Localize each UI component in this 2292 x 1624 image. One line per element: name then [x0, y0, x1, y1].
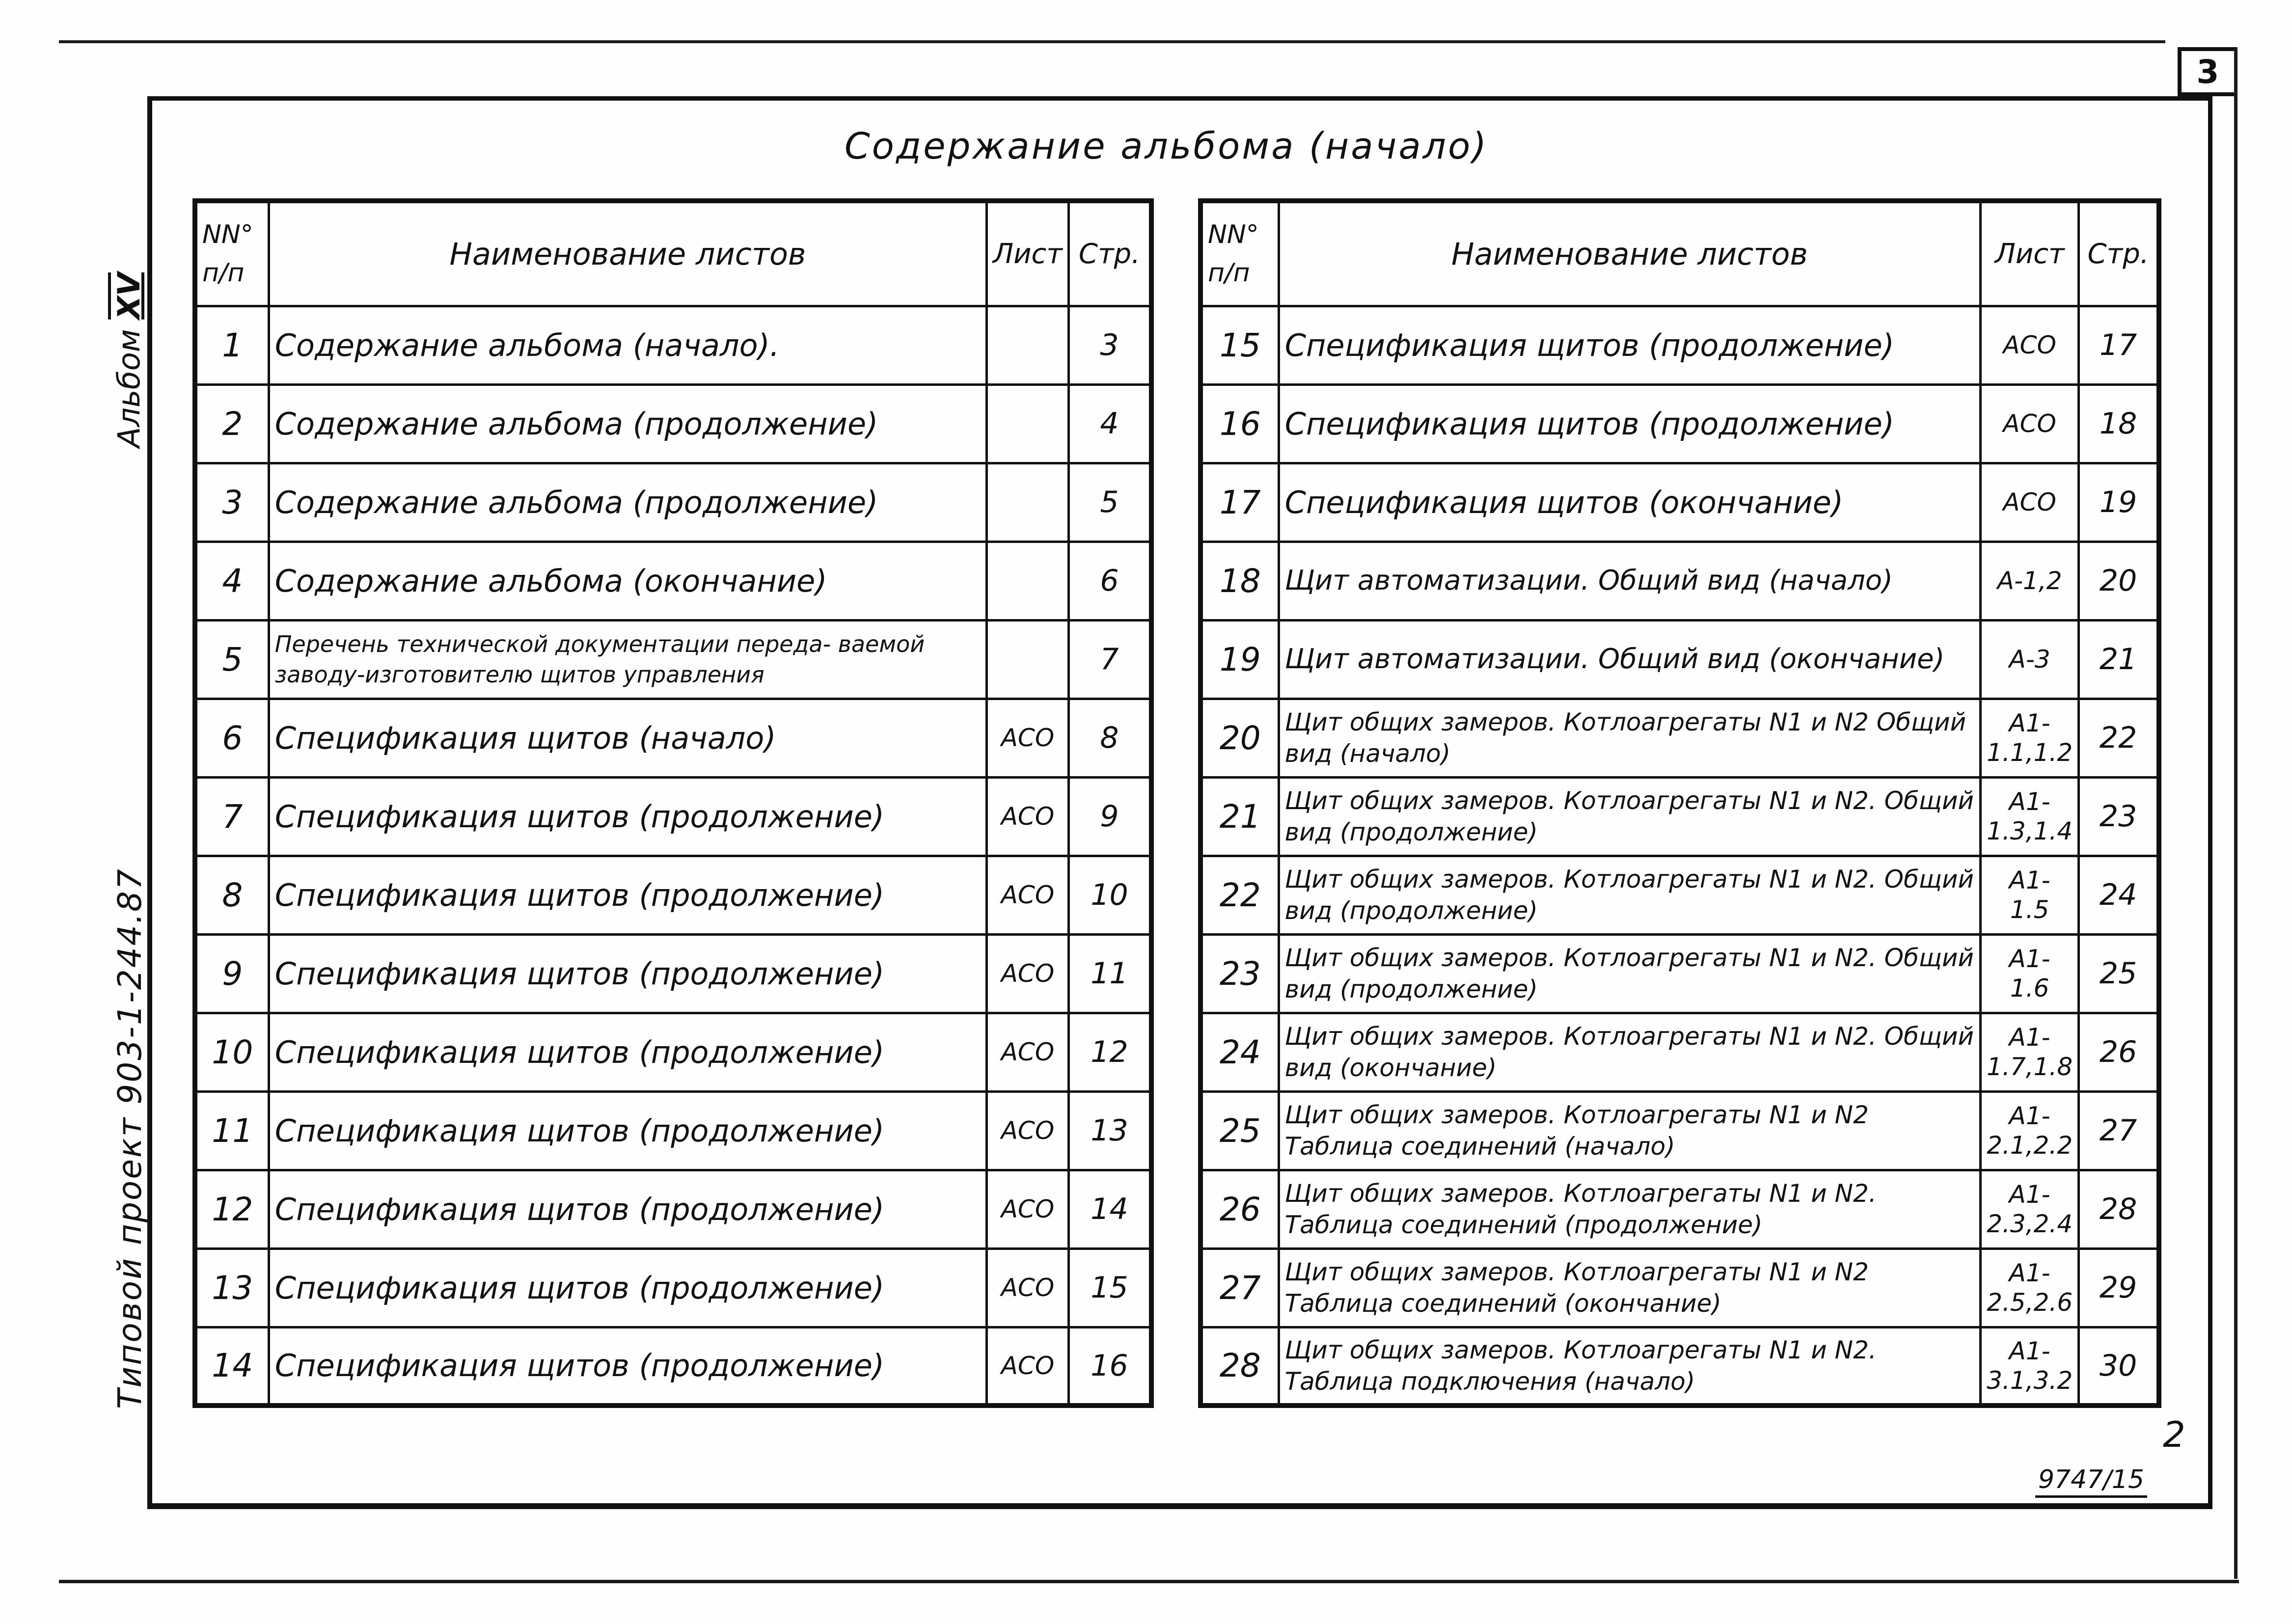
row-name: Щит общих замеров. Котлоагрегаты N1 и N2 Таблица соединений (начало)	[1279, 1091, 1981, 1170]
row-page: 26	[2079, 1013, 2159, 1091]
row-page: 28	[2079, 1170, 2159, 1248]
table-row	[1201, 620, 2159, 699]
row-sheet: АСО	[987, 1248, 1069, 1327]
row-name: Спецификация щитов (продолжение)	[269, 1327, 986, 1406]
row-name: Спецификация щитов (продолжение)	[269, 1248, 986, 1327]
row-page: 9	[1068, 777, 1151, 856]
row-page: 14	[1068, 1170, 1151, 1248]
contents-table-left	[192, 198, 1154, 1408]
row-page: 24	[2079, 856, 2159, 934]
sheet-number-box	[2178, 47, 2234, 96]
row-page: 29	[2079, 1248, 2159, 1327]
row-name: Спецификация щитов (продолжение)	[269, 777, 986, 856]
row-number: 12	[195, 1170, 269, 1248]
row-sheet: АСО	[1981, 384, 2079, 463]
row-page: 8	[1068, 699, 1151, 777]
table-row	[195, 1091, 1151, 1170]
row-sheet: АСО	[987, 699, 1069, 777]
row-number: 9	[195, 934, 269, 1013]
row-sheet: АСО	[987, 1013, 1069, 1091]
row-sheet: АСО	[987, 934, 1069, 1013]
row-page: 5	[1068, 463, 1151, 541]
table-row	[195, 1248, 1151, 1327]
header-name: Наименование листов	[269, 201, 986, 306]
row-number: 7	[195, 777, 269, 856]
table-row	[1201, 1170, 2159, 1248]
table-row	[1201, 1327, 2159, 1406]
row-sheet: А1- 1.3,1.4	[1981, 777, 2079, 856]
table-row	[195, 541, 1151, 620]
table-row	[195, 306, 1151, 384]
sheet-number: 3	[2196, 53, 2219, 91]
row-sheet: А1- 1.6	[1981, 934, 2079, 1013]
table-row	[1201, 463, 2159, 541]
row-number: 10	[195, 1013, 269, 1091]
row-page: 3	[1068, 306, 1151, 384]
table-row	[195, 856, 1151, 934]
row-sheet: АСО	[1981, 306, 2079, 384]
row-number: 21	[1201, 777, 1279, 856]
contents-table-right	[1198, 198, 2161, 1408]
table-row	[1201, 934, 2159, 1013]
row-sheet: АСО	[987, 777, 1069, 856]
side-album-number: XV	[111, 272, 147, 320]
row-number: 14	[195, 1327, 269, 1406]
row-page: 11	[1068, 934, 1151, 1013]
header-sheet: Лист	[1981, 201, 2079, 306]
row-name: Спецификация щитов (продолжение)	[269, 1170, 986, 1248]
row-page: 21	[2079, 620, 2159, 699]
table-row	[195, 1327, 1151, 1406]
row-number: 8	[195, 856, 269, 934]
row-number: 5	[195, 620, 269, 699]
row-number: 25	[1201, 1091, 1279, 1170]
row-page: 30	[2079, 1327, 2159, 1406]
row-number: 6	[195, 699, 269, 777]
row-sheet: АСО	[987, 1170, 1069, 1248]
table-row	[195, 1170, 1151, 1248]
row-number: 20	[1201, 699, 1279, 777]
table-row	[1201, 384, 2159, 463]
header-no: NN° п/п	[1201, 201, 1279, 306]
row-page: 27	[2079, 1091, 2159, 1170]
row-sheet: А1- 1.1,1.2	[1981, 699, 2079, 777]
row-name: Спецификация щитов (окончание)	[1279, 463, 1981, 541]
row-sheet: А1- 2.3,2.4	[1981, 1170, 2079, 1248]
row-name: Щит общих замеров. Котлоагрегаты N1 и N2. Таблица соединений (продолжение)	[1279, 1170, 1981, 1248]
row-number: 24	[1201, 1013, 1279, 1091]
row-name: Содержание альбома (начало).	[269, 306, 986, 384]
row-name: Щит общих замеров. Котлоагрегаты N1 и N2. Общий вид (продолжение)	[1279, 777, 1981, 856]
row-sheet: А1- 1.7,1.8	[1981, 1013, 2079, 1091]
row-page: 4	[1068, 384, 1151, 463]
document-code: 9747/15	[2035, 1465, 2147, 1498]
row-sheet: А1- 2.5,2.6	[1981, 1248, 2079, 1327]
row-sheet: А-3	[1981, 620, 2079, 699]
row-number: 28	[1201, 1327, 1279, 1406]
row-sheet: АСО	[987, 1091, 1069, 1170]
side-project-label: Типовой проект 903-1-244.87	[111, 867, 149, 1409]
row-name: Спецификация щитов (начало)	[269, 699, 986, 777]
row-number: 13	[195, 1248, 269, 1327]
row-number: 17	[1201, 463, 1279, 541]
page-number: 2	[2163, 1414, 2185, 1455]
row-number: 19	[1201, 620, 1279, 699]
table-row	[1201, 856, 2159, 934]
row-name: Перечень технической документации переда- ваемой заводу-изготовителю щитов управления	[269, 620, 986, 699]
header-name: Наименование листов	[1279, 201, 1981, 306]
table-header-row	[195, 201, 1151, 306]
row-page: 22	[2079, 699, 2159, 777]
row-sheet: А1- 1.5	[1981, 856, 2079, 934]
row-sheet: АСО	[987, 1327, 1069, 1406]
row-number: 18	[1201, 541, 1279, 620]
row-sheet	[987, 541, 1069, 620]
table-row	[195, 934, 1151, 1013]
row-page: 12	[1068, 1013, 1151, 1091]
row-name: Щит общих замеров. Котлоагрегаты N1 и N2. Общий вид (продолжение)	[1279, 934, 1981, 1013]
row-name: Щит автоматизации. Общий вид (начало)	[1279, 541, 1981, 620]
row-number: 4	[195, 541, 269, 620]
row-page: 25	[2079, 934, 2159, 1013]
row-number: 11	[195, 1091, 269, 1170]
table-header-row	[1201, 201, 2159, 306]
row-sheet: АСО	[987, 856, 1069, 934]
table-row	[1201, 306, 2159, 384]
row-number: 1	[195, 306, 269, 384]
row-name: Спецификация щитов (продолжение)	[269, 1013, 986, 1091]
row-name: Содержание альбома (окончание)	[269, 541, 986, 620]
row-sheet: А1- 2.1,2.2	[1981, 1091, 2079, 1170]
row-name: Спецификация щитов (продолжение)	[269, 934, 986, 1013]
row-page: 18	[2079, 384, 2159, 463]
row-number: 2	[195, 384, 269, 463]
header-sheet: Лист	[987, 201, 1069, 306]
row-page: 7	[1068, 620, 1151, 699]
row-page: 13	[1068, 1091, 1151, 1170]
table-row	[1201, 777, 2159, 856]
row-name: Спецификация щитов (продолжение)	[1279, 384, 1981, 463]
header-no: NN° п/п	[195, 201, 269, 306]
row-number: 15	[1201, 306, 1279, 384]
row-number: 26	[1201, 1170, 1279, 1248]
row-sheet	[987, 384, 1069, 463]
row-name: Содержание альбома (продолжение)	[269, 384, 986, 463]
table-row	[1201, 699, 2159, 777]
row-name: Спецификация щитов (продолжение)	[269, 856, 986, 934]
row-page: 16	[1068, 1327, 1151, 1406]
row-sheet	[987, 620, 1069, 699]
row-number: 23	[1201, 934, 1279, 1013]
row-page: 6	[1068, 541, 1151, 620]
row-name: Щит общих замеров. Котлоагрегаты N1 и N2 Таблица соединений (окончание)	[1279, 1248, 1981, 1327]
header-page: Стр.	[2079, 201, 2159, 306]
row-number: 3	[195, 463, 269, 541]
row-page: 23	[2079, 777, 2159, 856]
table-row	[195, 699, 1151, 777]
table-row	[195, 620, 1151, 699]
row-page: 15	[1068, 1248, 1151, 1327]
table-row	[1201, 1248, 2159, 1327]
page-title: Содержание альбома (начало)	[845, 125, 1489, 167]
row-page: 19	[2079, 463, 2159, 541]
row-number: 16	[1201, 384, 1279, 463]
row-number: 27	[1201, 1248, 1279, 1327]
right-edge-line	[2234, 47, 2237, 1579]
row-sheet	[987, 463, 1069, 541]
header-page: Стр.	[1068, 201, 1151, 306]
row-name: Щит автоматизации. Общий вид (окончание)	[1279, 620, 1981, 699]
row-page: 10	[1068, 856, 1151, 934]
table-row	[195, 1013, 1151, 1091]
table-row	[195, 777, 1151, 856]
row-sheet: АСО	[1981, 463, 2079, 541]
side-album-text: Альбом	[111, 329, 147, 448]
row-sheet: А1- 3.1,3.2	[1981, 1327, 2079, 1406]
row-name: Спецификация щитов (продолжение)	[1279, 306, 1981, 384]
side-album-label	[111, 272, 147, 448]
row-name: Щит общих замеров. Котлоагрегаты N1 и N2 Общий вид (начало)	[1279, 699, 1981, 777]
row-page: 20	[2079, 541, 2159, 620]
table-row	[195, 463, 1151, 541]
bottom-edge-line	[59, 1580, 2239, 1583]
top-edge-line	[59, 40, 2165, 43]
table-row	[1201, 1013, 2159, 1091]
row-sheet	[987, 306, 1069, 384]
row-sheet: А-1,2	[1981, 541, 2079, 620]
row-name: Щит общих замеров. Котлоагрегаты N1 и N2. Общий вид (окончание)	[1279, 1013, 1981, 1091]
table-row	[1201, 541, 2159, 620]
row-name: Содержание альбома (продолжение)	[269, 463, 986, 541]
table-row	[195, 384, 1151, 463]
table-row	[1201, 1091, 2159, 1170]
row-number: 22	[1201, 856, 1279, 934]
row-name: Спецификация щитов (продолжение)	[269, 1091, 986, 1170]
row-name: Щит общих замеров. Котлоагрегаты N1 и N2. Общий вид (продолжение)	[1279, 856, 1981, 934]
row-page: 17	[2079, 306, 2159, 384]
row-name: Щит общих замеров. Котлоагрегаты N1 и N2. Таблица подключения (начало)	[1279, 1327, 1981, 1406]
